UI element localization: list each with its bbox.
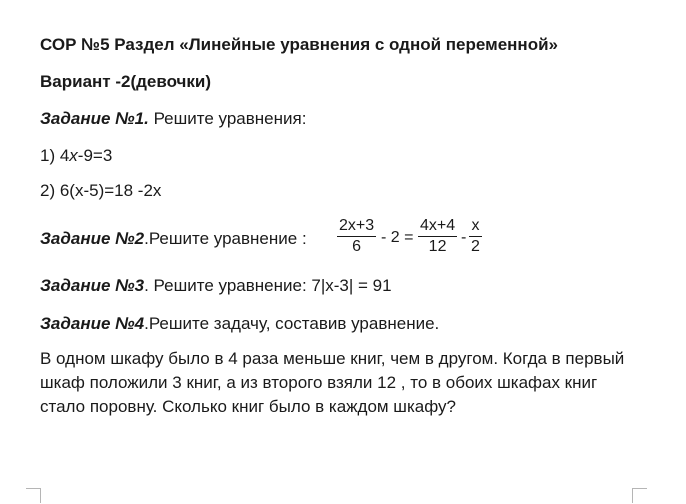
eq1-variable: x xyxy=(69,146,78,165)
task4-problem: В одном шкафу было в 4 раза меньше книг, чем в другом. Когда в первый шкаф положили 3 книг, а из второго взяли 12 , то в обоих шкафах книг стало поровну. Сколько книг было в каждом шкафу? xyxy=(40,349,625,416)
task1-heading xyxy=(40,109,306,129)
page-corner-right xyxy=(632,488,647,503)
task4-label: Задание №4 xyxy=(40,314,145,333)
task3-text: . Решите уравнение: 7|x-3| = 91 xyxy=(144,276,392,295)
page-title: СОР №5 Раздел «Линейные уравнения с одной переменной» xyxy=(40,35,558,54)
fraction-1 xyxy=(337,216,376,257)
fraction-3-denominator: 2 xyxy=(471,238,480,255)
fraction-2-numerator: 4x+4 xyxy=(420,217,456,234)
task2-heading xyxy=(40,229,307,249)
task3-label: Задание №3 xyxy=(40,276,145,295)
task1-equation-2: 2) 6(x-5)=18 -2x xyxy=(40,181,162,200)
fraction-2-denominator: 12 xyxy=(428,238,447,255)
task2-label: Задание №2 xyxy=(40,229,145,248)
task1-text: Решите уравнения: xyxy=(148,109,307,128)
fraction-3-numerator: x xyxy=(471,217,480,234)
fraction-1-denominator: 6 xyxy=(352,238,362,255)
eq1-rest: -9=3 xyxy=(77,146,113,165)
task2-text: .Решите уравнение : xyxy=(144,229,307,248)
eq1-prefix: 1) 4 xyxy=(40,146,70,165)
task4-heading xyxy=(40,314,439,334)
task1-equation-1 xyxy=(40,146,112,166)
fraction-3 xyxy=(469,216,482,257)
operator-2: - xyxy=(461,229,467,246)
task1-label: Задание №1. xyxy=(40,109,149,128)
page-corner-left xyxy=(26,488,41,503)
variant-label: Вариант -2(девочки) xyxy=(40,72,212,91)
task4-text: .Решите задачу, составив уравнение. xyxy=(144,314,440,333)
fraction-2 xyxy=(418,216,457,257)
fraction-1-numerator: 2x+3 xyxy=(339,217,375,234)
operator-1: - 2 = xyxy=(381,229,414,246)
task3-heading xyxy=(40,276,392,296)
